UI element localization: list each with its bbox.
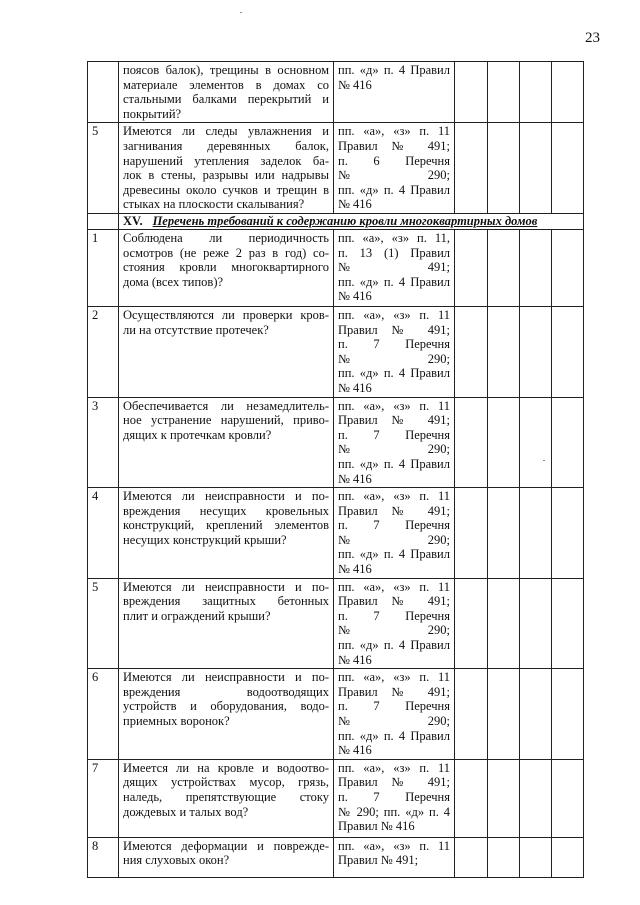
- question-text-line: Обеспечивается ли незамедлитель-: [123, 398, 329, 413]
- answer-cell[interactable]: [520, 229, 552, 306]
- row-number: 2: [88, 306, 119, 397]
- row-number: 5: [88, 123, 119, 214]
- question-text-line: поясов балок), трещины в основном: [123, 63, 329, 77]
- answer-cell[interactable]: [520, 123, 552, 214]
- table-row: [88, 759, 584, 837]
- answer-cell[interactable]: [455, 669, 488, 760]
- question-text-line: несущих конструкций крыши?: [123, 532, 287, 547]
- answer-cell[interactable]: [455, 488, 488, 579]
- answer-cell[interactable]: [488, 123, 520, 214]
- row-number: 5: [88, 578, 119, 669]
- legal-reference-line: № 491;: [338, 260, 450, 275]
- answer-cell[interactable]: [520, 488, 552, 579]
- legal-reference-line: п. 13 (1) Правил: [338, 245, 450, 260]
- answer-cell[interactable]: [520, 306, 552, 397]
- answer-cell[interactable]: [488, 306, 520, 397]
- legal-reference-line: пп. «д» п. 4 Правил: [338, 366, 450, 381]
- question-text-line: Имеются ли следы увлажнения и: [123, 124, 329, 139]
- legal-reference-line: Правил № 491;: [338, 322, 450, 337]
- question-text-line: дома (всех типов)?: [123, 274, 224, 289]
- question-text-line: вреждения водоотводящих: [123, 684, 329, 699]
- legal-reference-line: пп. «а», «з» п. 11: [338, 307, 450, 322]
- question-text-line: вреждения защитных бетонных: [123, 594, 329, 609]
- legal-reference: [334, 669, 455, 760]
- legal-reference: [334, 306, 455, 397]
- answer-cell[interactable]: [455, 759, 488, 837]
- legal-reference-line: № 290;: [338, 351, 450, 366]
- legal-reference-line: № 290;: [338, 532, 450, 547]
- legal-reference-line: п. 7 Перечня: [338, 789, 450, 804]
- row-number: 6: [88, 669, 119, 760]
- answer-cell[interactable]: [520, 578, 552, 669]
- question-text-line: загнивания деревянных балок,: [123, 138, 329, 153]
- question-text-line: ли на отсутствие протечек?: [123, 322, 269, 337]
- answer-cell[interactable]: [552, 229, 584, 306]
- table-row: [88, 397, 584, 488]
- table-row: [88, 306, 584, 397]
- answer-cell[interactable]: [520, 759, 552, 837]
- question-text: [119, 229, 334, 306]
- answer-cell[interactable]: [455, 123, 488, 214]
- question-text-line: Имеются ли неисправности и по-: [123, 489, 329, 504]
- table-row: [88, 669, 584, 760]
- legal-reference-line: Правил № 491;: [338, 138, 450, 153]
- legal-reference-line: пп. «д» п. 4 Правил: [338, 182, 450, 197]
- answer-cell[interactable]: [455, 229, 488, 306]
- question-text-line: дящих к протечкам кровли?: [123, 427, 272, 442]
- legal-reference-line: п. 7 Перечня: [338, 699, 450, 714]
- answer-cell[interactable]: [552, 123, 584, 214]
- answer-cell[interactable]: [520, 397, 552, 488]
- answer-cell[interactable]: [488, 229, 520, 306]
- legal-reference-line: № 290; пп. «д» п. 4: [338, 804, 450, 819]
- question-text-line: дождевых и талых вод?: [123, 804, 249, 819]
- legal-reference-line: пп. «а», «з» п. 11: [338, 398, 450, 413]
- answer-cell[interactable]: [488, 397, 520, 488]
- legal-reference-line: п. 7 Перечня: [338, 608, 450, 623]
- answer-cell[interactable]: [455, 306, 488, 397]
- legal-reference-line: п. 7 Перечня: [338, 427, 450, 442]
- question-text-line: Соблюдена ли периодичность: [123, 230, 329, 245]
- legal-reference-line: № 290;: [338, 168, 450, 183]
- answer-cell[interactable]: [552, 578, 584, 669]
- answer-cell[interactable]: [552, 306, 584, 397]
- question-text: [119, 578, 334, 669]
- section-header-row: [88, 214, 584, 230]
- legal-reference-line: пп. «а», «з» п. 11,: [338, 230, 450, 245]
- question-text-line: Осуществляются ли проверки кров-: [123, 307, 329, 322]
- row-number: [88, 62, 119, 123]
- question-text: [119, 488, 334, 579]
- legal-reference: [334, 229, 455, 306]
- legal-reference-line: п. 7 Перечня: [338, 337, 450, 352]
- question-text: [119, 123, 334, 214]
- question-text-line: стальными балками перекрытий и: [123, 92, 329, 107]
- row-number: 8: [88, 837, 119, 877]
- question-text-line: ное устранение нарушений, приво-: [123, 413, 329, 428]
- legal-reference-line: Правил № 416: [338, 819, 415, 834]
- question-text-line: плит и ограждений крыши?: [123, 608, 271, 623]
- legal-reference-line: № 416: [338, 562, 372, 577]
- question-text-line: стыках на плоскости скалывания?: [123, 197, 305, 212]
- question-text-line: Имеются ли неисправности и по-: [123, 579, 329, 594]
- section-title: Перечень требований к содержанию кровли многоквартирных домов: [152, 214, 538, 229]
- answer-cell[interactable]: [552, 62, 584, 123]
- question-text-line: нарушений утепления заделок ба-: [123, 153, 329, 168]
- checklist-table: [87, 61, 584, 878]
- question-text-line: дящих устройствах мусор, грязь,: [123, 775, 329, 790]
- answer-cell[interactable]: [455, 578, 488, 669]
- question-text-line: приемных воронок?: [123, 714, 230, 728]
- legal-reference-line: пп. «а», «з» п. 11: [338, 579, 450, 594]
- question-text-line: конструкций, креплений элементов: [123, 518, 329, 533]
- legal-reference-line: пп. «д» п. 4 Правил: [338, 728, 450, 743]
- answer-cell[interactable]: [488, 759, 520, 837]
- answer-cell[interactable]: [488, 62, 520, 123]
- table-row: [88, 488, 584, 579]
- answer-cell[interactable]: [488, 578, 520, 669]
- table-row: [88, 62, 584, 123]
- legal-reference-line: Правил № 491;: [338, 413, 450, 428]
- legal-reference-line: Правил № 491;: [338, 684, 450, 699]
- question-text-line: стояния кровли многоквартирного: [123, 260, 329, 275]
- legal-reference-line: пп. «д» п. 4 Правил: [338, 63, 450, 77]
- question-text: [119, 397, 334, 488]
- answer-cell[interactable]: [488, 837, 520, 877]
- legal-reference: [334, 759, 455, 837]
- legal-reference-line: пп. «а», «з» п. 11: [338, 670, 450, 685]
- table-row: [88, 578, 584, 669]
- legal-reference-line: пп. «д» п. 4 Правил: [338, 547, 450, 562]
- row-number: 7: [88, 759, 119, 837]
- legal-reference: [334, 62, 455, 123]
- legal-reference-line: пп. «д» п. 4 Правил: [338, 456, 450, 471]
- answer-cell[interactable]: [552, 837, 584, 877]
- question-text-line: Имеются ли неисправности и по-: [123, 670, 329, 685]
- legal-reference: [334, 578, 455, 669]
- question-text: [119, 837, 334, 877]
- legal-reference-line: пп. «а», «з» п. 11: [338, 838, 450, 853]
- legal-reference-line: № 416: [338, 197, 372, 212]
- question-text-line: лок в стены, разрывы или надрывы: [123, 168, 329, 183]
- section-number-cell: [88, 214, 119, 230]
- legal-reference-line: № 416: [338, 743, 372, 758]
- table-row: [88, 229, 584, 306]
- legal-reference-line: Правил № 491;: [338, 853, 419, 868]
- table-row: [88, 837, 584, 877]
- legal-reference-line: № 416: [338, 471, 372, 486]
- question-text-line: покрытий?: [123, 106, 182, 121]
- answer-cell[interactable]: [520, 669, 552, 760]
- answer-cell[interactable]: [455, 837, 488, 877]
- legal-reference-line: № 416: [338, 289, 372, 304]
- question-text: [119, 306, 334, 397]
- table-row: [88, 123, 584, 214]
- scan-speck: [240, 12, 242, 13]
- answer-cell[interactable]: [455, 62, 488, 123]
- page-number: 23: [585, 30, 600, 46]
- section-title-cell: [119, 214, 584, 230]
- answer-cell[interactable]: [520, 62, 552, 123]
- legal-reference-line: Правил № 491;: [338, 775, 450, 790]
- answer-cell[interactable]: [552, 397, 584, 488]
- question-text-line: древесины около сучков и трещин в: [123, 182, 329, 197]
- question-text-line: наледь, препятствующие стоку: [123, 789, 329, 804]
- answer-cell[interactable]: [552, 669, 584, 760]
- legal-reference-line: Правил № 491;: [338, 594, 450, 609]
- question-text-line: устройств и оборудования, водо-: [123, 699, 329, 714]
- legal-reference-line: № 416: [338, 652, 372, 667]
- legal-reference-line: № 290;: [338, 623, 450, 638]
- answer-cell[interactable]: [520, 837, 552, 877]
- legal-reference-line: Правил № 491;: [338, 503, 450, 518]
- question-text-line: осмотров (не реже 2 раз в год) со-: [123, 245, 329, 260]
- legal-reference-line: № 416: [338, 380, 372, 395]
- question-text-line: Имеются деформации и поврежде-: [123, 838, 329, 853]
- legal-reference: [334, 488, 455, 579]
- row-number: 3: [88, 397, 119, 488]
- legal-reference: [334, 397, 455, 488]
- legal-reference-line: № 416: [338, 77, 372, 92]
- question-text: [119, 669, 334, 760]
- legal-reference: [334, 837, 455, 877]
- legal-reference-line: п. 6 Перечня: [338, 153, 450, 168]
- question-text-line: материале элементов в домах со: [123, 77, 329, 92]
- legal-reference-line: пп. «а», «з» п. 11: [338, 124, 450, 139]
- legal-reference-line: пп. «а», «з» п. 11: [338, 760, 450, 775]
- question-text-line: Имеется ли на кровле и водоотво-: [123, 760, 329, 775]
- answer-cell[interactable]: [552, 488, 584, 579]
- row-number: 1: [88, 229, 119, 306]
- answer-cell[interactable]: [552, 759, 584, 837]
- legal-reference-line: № 290;: [338, 442, 450, 457]
- section-roman-numeral: XV.: [123, 214, 143, 229]
- legal-reference-line: пп. «д» п. 4 Правил: [338, 274, 450, 289]
- legal-reference-line: п. 7 Перечня: [338, 518, 450, 533]
- answer-cell[interactable]: [488, 669, 520, 760]
- answer-cell[interactable]: [488, 488, 520, 579]
- question-text-line: вреждения несущих кровельных: [123, 503, 329, 518]
- question-text: [119, 759, 334, 837]
- answer-cell[interactable]: [455, 397, 488, 488]
- row-number: 4: [88, 488, 119, 579]
- legal-reference-line: № 290;: [338, 714, 450, 728]
- question-text-line: ния слуховых окон?: [123, 853, 230, 868]
- legal-reference-line: пп. «а», «з» п. 11: [338, 489, 450, 504]
- legal-reference-line: пп. «д» п. 4 Правил: [338, 638, 450, 653]
- question-text: [119, 62, 334, 123]
- legal-reference: [334, 123, 455, 214]
